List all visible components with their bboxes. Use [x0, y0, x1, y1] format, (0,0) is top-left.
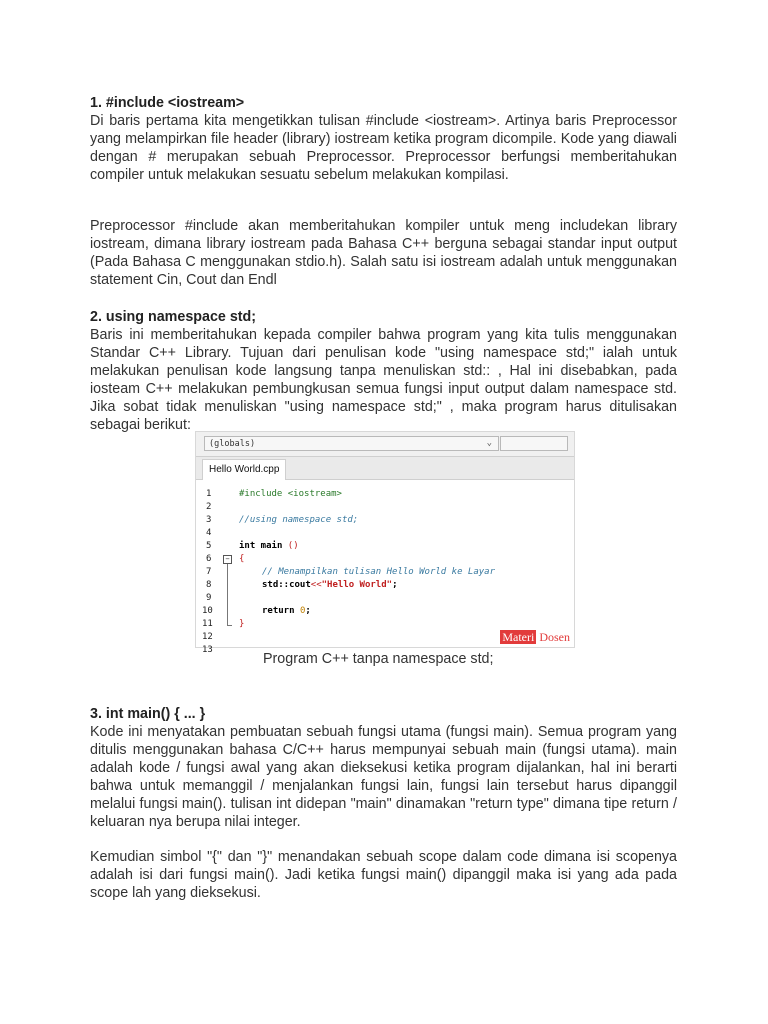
code-line: } [239, 619, 245, 629]
paragraph: Preprocessor #include akan memberitahukan kompiler untuk meng includekan library iostream, dimana library iostream pada Bahasa C++ berguna sebagai standar input output (Pada Bahasa C menggunakan stdio.h). Salah satu isi iostream adalah untuk menggunakan statement Cin, Cout dan Endl [90, 218, 677, 288]
code-line: #include <iostream> [239, 489, 342, 499]
line-number: 13 [202, 645, 213, 655]
code-line: int main () [239, 541, 299, 551]
member-combobox [500, 436, 568, 451]
line-number: 4 [206, 528, 212, 538]
code-line: std::cout<<"Hello World"; [262, 580, 398, 590]
collapse-icon[interactable]: − [223, 555, 232, 564]
tab-hello-world: Hello World.cpp [202, 459, 286, 480]
paragraph: Baris ini memberitahukan kepada compiler bahwa program yang kita tulis menggunakan Standar C++ Library. Tujuan dari penulisan kode "using namespace std;" ialah untuk melakukan penulisan kode langsung tanpa menuliskan std:: , Hal ini disebabkan, pada iosteam C++ melakukan pembungkusan semua fungsi input output dalam namespace std. Jika sobat tidak menuliskan "using namespace std;" , maka program harus ditulisakan sebagai berikut: [90, 327, 677, 433]
line-number: 6 [206, 554, 212, 564]
scope-combobox-value: (globals) [209, 439, 256, 449]
section-main [90, 705, 677, 831]
section-heading: 1. #include <iostream> [90, 95, 245, 111]
paragraph: Kemudian simbol "{" dan "}" menandakan sebuah scope dalam code dimana isi scopenya adalah isi dari fungsi main(). Jadi ketika fungsi main() dipanggil maka isi yang ada pada scope lah yang dieksekusi. [90, 849, 677, 901]
ide-toolbar [196, 432, 574, 457]
code-line: { [239, 554, 245, 564]
figure-caption: Program C++ tanpa namespace std; [263, 651, 494, 667]
code-line: return 0; [262, 606, 311, 616]
code-screenshot [195, 431, 575, 655]
line-number: 9 [206, 593, 212, 603]
line-number: 10 [202, 606, 213, 616]
line-number: 7 [206, 567, 212, 577]
section-namespace [90, 308, 677, 434]
line-number: 2 [206, 502, 212, 512]
line-number: 8 [206, 580, 212, 590]
line-number: 12 [202, 632, 213, 642]
fold-guide [227, 564, 228, 625]
line-number: 1 [206, 489, 212, 499]
code-line: //using namespace std; [239, 515, 359, 525]
section-heading: 3. int main() { ... } [90, 706, 206, 722]
line-number: 3 [206, 515, 212, 525]
ide-tab-bar [196, 457, 574, 480]
line-number: 11 [202, 619, 213, 629]
section-include [90, 94, 677, 184]
scope-combobox [204, 436, 499, 451]
fold-guide-end [227, 625, 232, 626]
paragraph: Di baris pertama kita mengetikkan tulisan #include <iostream>. Artinya baris Preprocessor yang melampirkan file header (library) iostream ketika program dicompile. Kode yang diawali dengan # merupakan sebuah Preprocessor. Preprocessor berfungsi memberitahukan compiler untuk melakukan sesuatu sebelum melakukan kompilasi. [90, 113, 677, 183]
chevron-down-icon: ⌄ [486, 438, 492, 448]
watermark-logo: Materi Dosen [502, 630, 570, 644]
line-number: 5 [206, 541, 212, 551]
section-heading: 2. using namespace std; [90, 309, 257, 325]
paragraph: Kode ini menyatakan pembuatan sebuah fungsi utama (fungsi main). Semua program yang ditulis menggunakan bahasa C/C++ harus mempunyai sebuah main (fungsi utama). main adalah kode / fungsi awal yang akan dieksekusi ketika program dijalankan, hal ini berarti bahwa untuk memanggil / menjalankan fungsi lain, fungsi lain tersebut harus dipanggil melalui fungsi main(). tulisan int didepan "main" dinamakan "return type" dimana tipe return / keluaran nya berupa nilai integer. [90, 724, 677, 830]
code-line: // Menampilkan tulisan Hello World ke Layar [262, 567, 495, 577]
